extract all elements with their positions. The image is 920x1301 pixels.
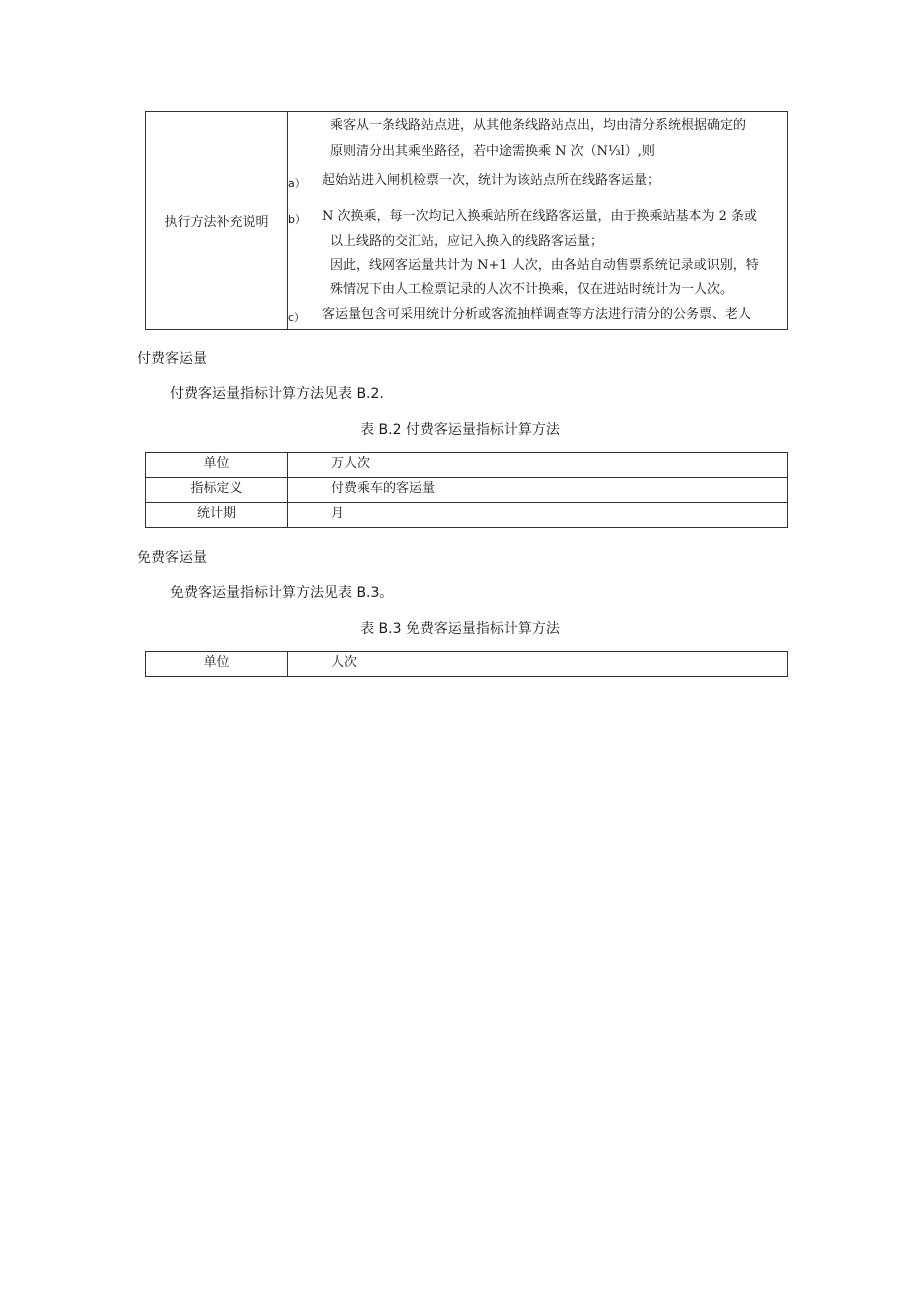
row-label: 单位 (146, 652, 288, 677)
item-c-text: 客运量包含可采用统计分析或客流抽样调查等方法进行清分的公务票、老人 (322, 307, 752, 322)
table-row (146, 478, 788, 503)
table-row (146, 453, 788, 478)
free-table (145, 651, 788, 677)
free-table-caption: 表 B.3 免费客运量指标计算方法 (360, 621, 560, 637)
table-row (146, 652, 788, 677)
intro-line-1: 乘客从一条线路站点进，从其他条线路站点出，均由清分系统根据确定的 (330, 118, 747, 133)
paid-paragraph: 付费客运量指标计算方法见表 B.2. (170, 386, 384, 402)
table-row (146, 503, 788, 528)
execution-method-content (288, 112, 788, 330)
row-value: 万人次 (288, 453, 788, 478)
item-c-marker: c） (288, 311, 306, 324)
free-paragraph: 免费客运量指标计算方法见表 B.3。 (170, 585, 394, 601)
item-a-text: 起始站进入闸机检票一次，统计为该站点所在线路客运量； (322, 173, 661, 188)
row-label: 单位 (146, 453, 288, 478)
paid-heading: 付费客运量 (137, 351, 207, 367)
item-b-line-2: 以上线路的交汇站，应记入换入的线路客运量； (330, 234, 604, 249)
table-row (146, 112, 788, 330)
item-b-line-4: 殊情况下由人工检票记录的人次不计换乘，仅在进站时统计为一人次。 (330, 282, 734, 297)
item-b-line-1: N 次换乘，每一次均记入换乘站所在线路客运量，由于换乘站基本为 2 条或 (322, 209, 758, 224)
item-b-marker: b） (288, 213, 306, 226)
item-b-line-3: 因此，线网客运量共计为 N+1 人次，由各站自动售票系统记录或识别，特 (330, 258, 759, 273)
item-a-marker: a） (288, 177, 306, 190)
row-label: 指标定义 (146, 478, 288, 503)
paid-table-caption: 表 B.2 付费客运量指标计算方法 (360, 422, 560, 438)
row-value: 人次 (288, 652, 788, 677)
row-label: 统计期 (146, 503, 288, 528)
row-value: 月 (288, 503, 788, 528)
free-heading: 免费客运量 (137, 550, 207, 566)
execution-method-label: 执行方法补充说明 (146, 112, 288, 330)
row-value: 付费乘车的客运量 (288, 478, 788, 503)
paid-table (145, 452, 788, 528)
intro-line-2: 原则清分出其乘坐路径，若中途需换乘 N 次（N⅓l）,则 (330, 144, 655, 159)
execution-method-table (145, 111, 788, 330)
